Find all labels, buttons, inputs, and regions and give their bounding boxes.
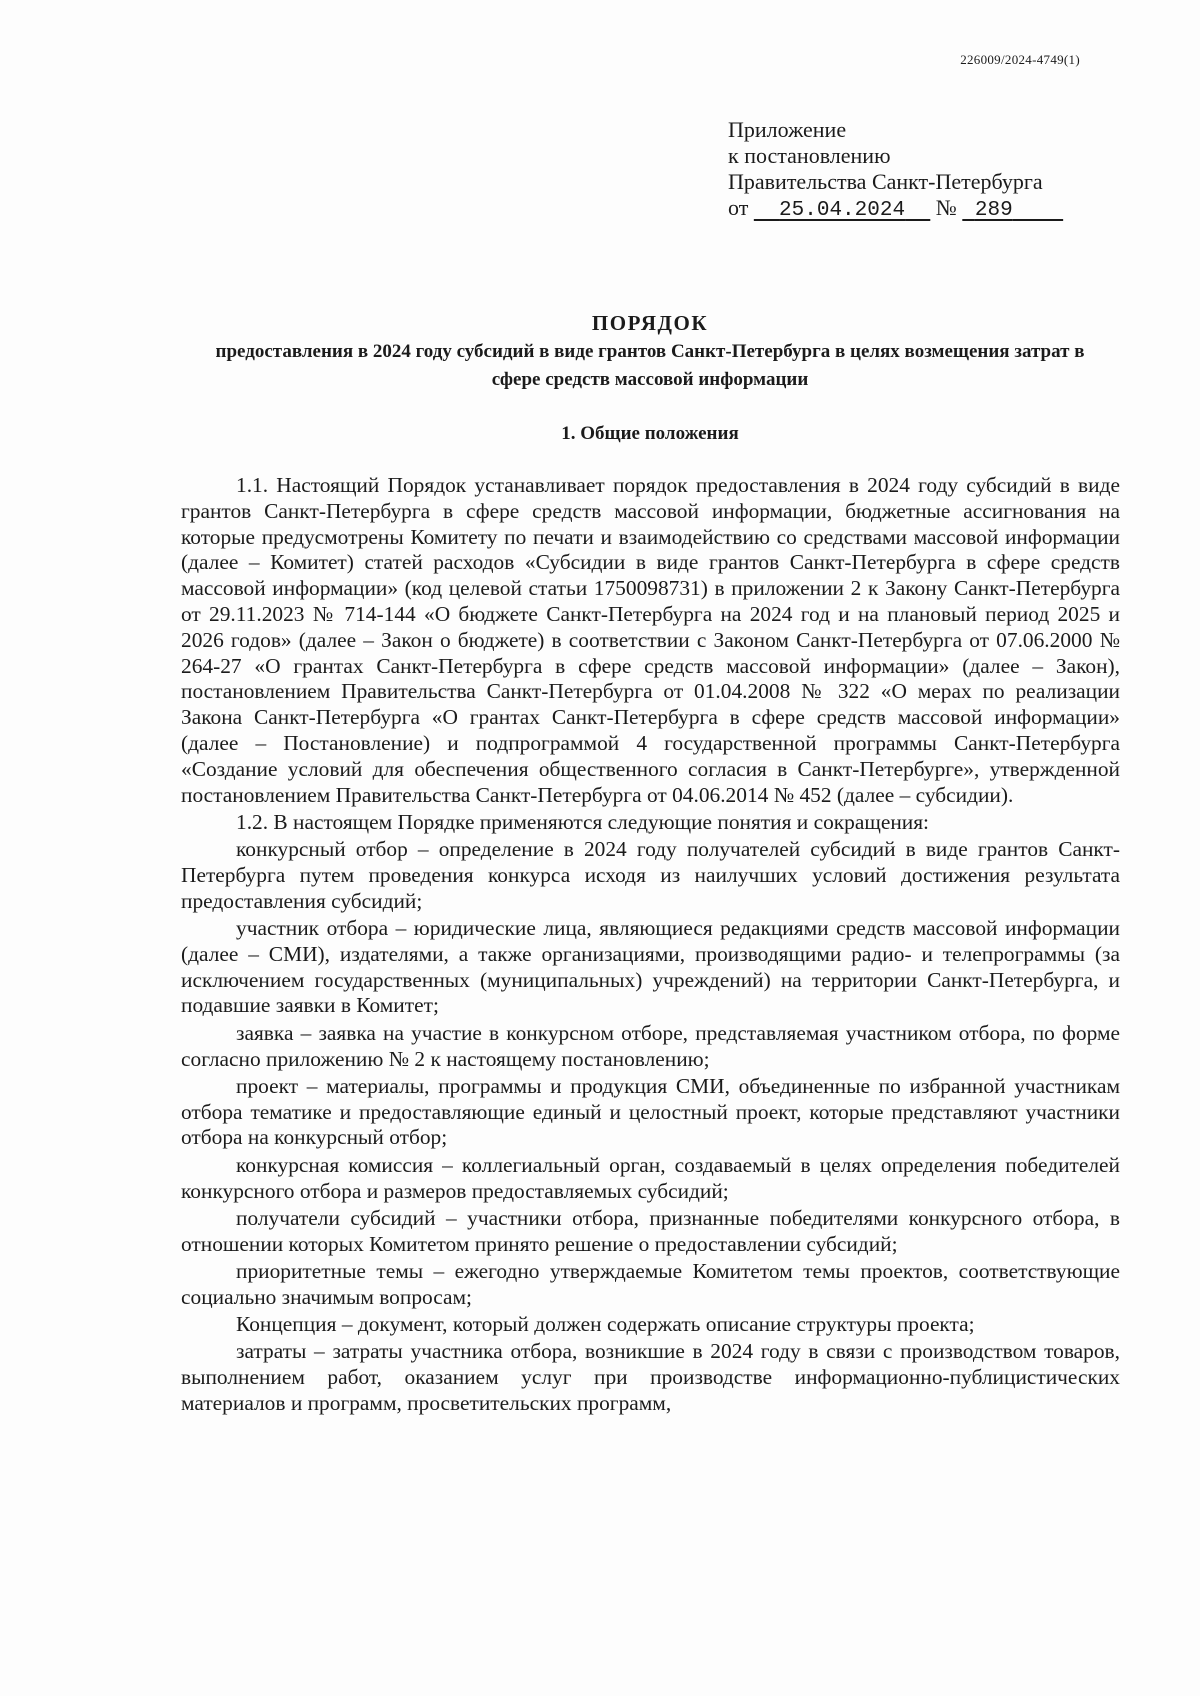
definition-paragraph: конкурсная комиссия – коллегиальный орган, создаваемый в целях определения победителей конкурсного отбора и размеров предоставляемых субсидий; xyxy=(181,1152,1120,1203)
document-body xyxy=(181,473,1120,1418)
annex-number xyxy=(962,199,1063,222)
section-title: 1. Общие положения xyxy=(561,423,739,444)
document-title: ПОРЯДОК xyxy=(591,311,709,335)
definition-paragraph: приоритетные темы – ежегодно утверждаемые Комитетом темы проектов, соответствующие социально значимым вопросам; xyxy=(181,1258,1120,1309)
annex-line-2: к постановлению xyxy=(728,143,891,168)
definition-paragraph: Концепция – документ, который должен содержать описание структуры проекта; xyxy=(236,1312,975,1336)
annex-line-1: Приложение xyxy=(728,117,847,142)
document-subtitle: предоставления в 2024 году субсидий в виде грантов Санкт-Петербурга в целях возмещения затрат в сфере средств массовой информации xyxy=(215,341,1085,390)
annex-date xyxy=(754,199,930,222)
document-id: 226009/2024-4749(1) xyxy=(960,52,1080,67)
annex-line-3: Правительства Санкт-Петербурга xyxy=(728,169,1043,194)
annex-number-value: 289 xyxy=(974,199,1013,222)
annex-from-label: от xyxy=(728,195,749,220)
definition-paragraph: затраты – затраты участника отбора, возникшие в 2024 году в связи с производством товаров, выполнением работ, оказанием услуг при производстве информационно-публицистических материалов и программ, просветительских программ, xyxy=(181,1339,1120,1415)
paragraph: 1.1. Настоящий Порядок устанавливает порядок предоставления в 2024 году субсидий в виде грантов Санкт-Петербурга в сфере средств массовой информации, бюджетные ассигнования на которые предусмотрены Комитету по печати и взаимодействию со средствами массовой информации (далее – Комитет) статей расходов «Субсидии в виде грантов Санкт-Петербурга в сфере средств массовой информации» (код целевой статьи 1750098731) в приложении 2 к Закону Санкт-Петербурга от 29.11.2023 № 714-144 «О бюджете Санкт-Петербурга на 2024 год и на плановый период 2025 и 2026 годов» (далее – Закон о бюджете) в соответствии с Законом Санкт-Петербурга от 07.06.2000 № 264-27 «О грантах Санкт-Петербурга в сфере средств массовой информации» (далее – Закон), постановлением Правительства Санкт-Петербурга от 01.04.2008 № 322 «О мерах по реализации Закона Санкт-Петербурга «О грантах Санкт-Петербурга в сфере средств массовой информации» (далее – Постановление) и подпрограммой 4 государственной программы Санкт-Петербурга «Создание условий для обеспечения общественного согласия в Санкт-Петербурге», утвержденной постановлением Правительства Санкт-Петербурга от 04.06.2014 № 452 (далее – субсидии). xyxy=(181,473,1120,807)
definition-paragraph: проект – материалы, программы и продукция СМИ, объединенные по избранной участникам отбора тематике и предоставляющие единый и целостный проект, которые представляют участники отбора на конкурсный отбор; xyxy=(181,1073,1120,1150)
definition-paragraph: конкурсный отбор – определение в 2024 году получателей субсидий в виде грантов Санкт-Петербурга путем проведения конкурса исходя из наилучших условий достижения результата предоставления субсидий; xyxy=(181,837,1120,913)
definition-paragraph: заявка – заявка на участие в конкурсном отборе, представляемая участником отбора, по форме согласно приложению № 2 к настоящему постановлению; xyxy=(181,1020,1120,1071)
annex-block xyxy=(728,117,1063,224)
annex-date-line xyxy=(728,195,1063,224)
annex-number-label: № xyxy=(935,195,957,220)
definition-paragraph: участник отбора – юридические лица, являющиеся редакциями средств массовой информации (далее – СМИ), издателями, а также организациями, производящими радио- и телепрограммы (за исключением государственных (муниципальных) учреждений) на территории Санкт-Петербурга, и подавшие заявки в Комитет; xyxy=(181,916,1120,1018)
definition-paragraph: получатели субсидий – участники отбора, признанные победителями конкурсного отбора, в отношении которых Комитетом принято решение о предоставлении субсидий; xyxy=(181,1205,1120,1256)
paragraph: 1.2. В настоящем Порядке применяются следующие понятия и сокращения: xyxy=(236,809,930,834)
annex-date-value: 25.04.2024 xyxy=(779,199,906,222)
